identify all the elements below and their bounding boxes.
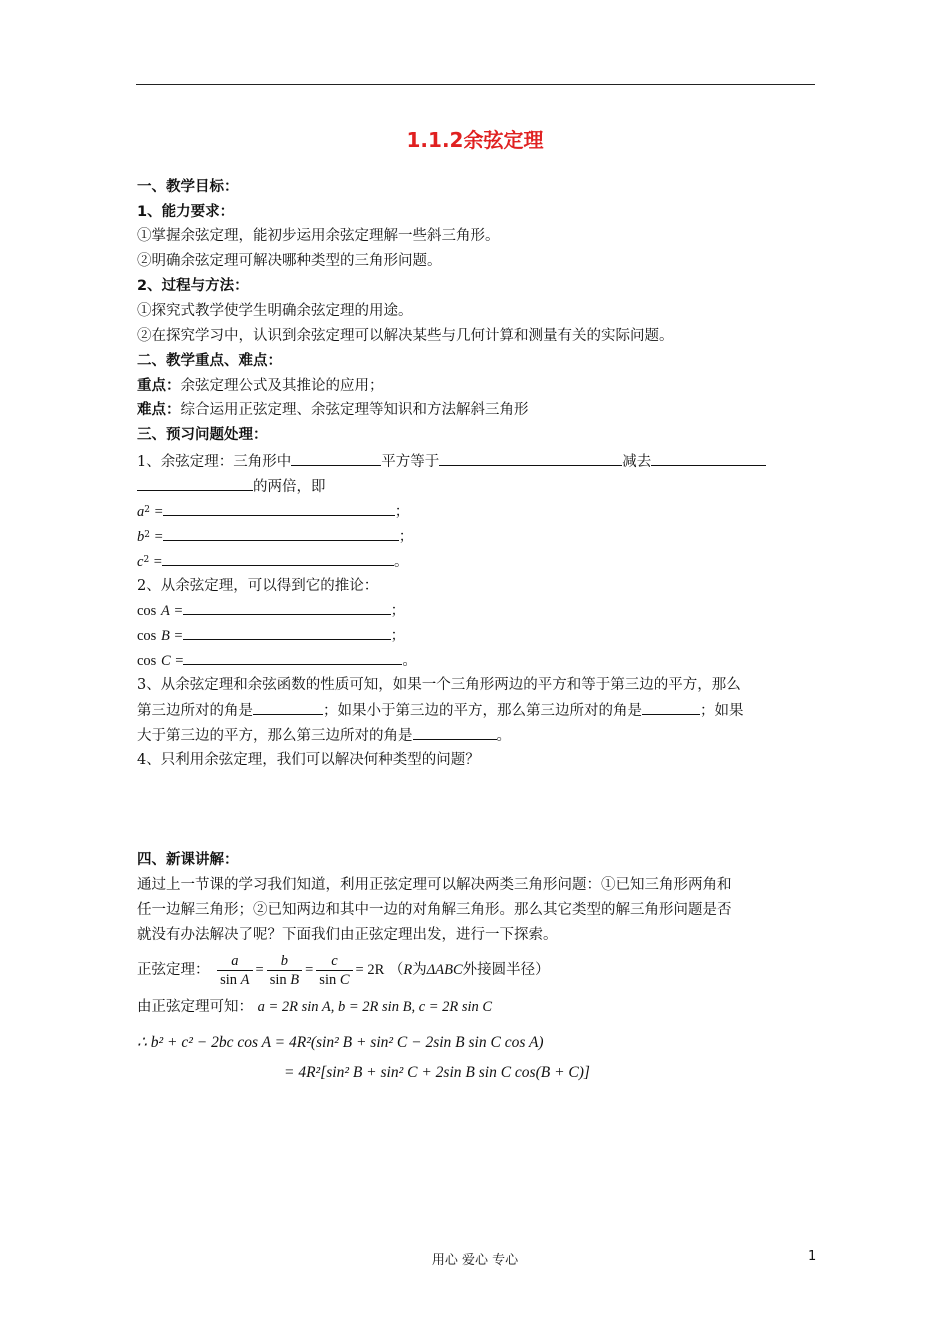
from-label: 由正弦定理可知： xyxy=(137,999,253,1015)
eq-c-sq xyxy=(137,551,408,574)
frac-c: $\frac{c}{\text{sin C}}$ xyxy=(316,952,352,989)
footer-text: 用心 爱心 专心 xyxy=(431,1253,519,1268)
frac-b: $\frac{b}{\text{sin B}}$ xyxy=(267,952,302,989)
eq-cos-c xyxy=(137,650,417,671)
question-2: 2、从余弦定理，可以得到它的推论： xyxy=(137,578,379,594)
key-label: 重点： xyxy=(137,378,181,394)
var-A: A xyxy=(160,603,170,619)
frac-a: $\frac{a}{\text{sin A}}$ xyxy=(217,952,252,989)
sup-2: 2 xyxy=(144,505,150,515)
q1-text-b: 平方等于 xyxy=(381,454,440,470)
goal-2: ②明确余弦定理可解决哪种类型的三角形问题。 xyxy=(137,253,442,269)
blank-3[interactable] xyxy=(651,451,766,466)
blank-angle-1[interactable] xyxy=(253,700,323,715)
blank-eq-c[interactable] xyxy=(162,551,394,566)
triangle-abc: ΔABC xyxy=(426,962,463,978)
note-end: 外接圆半径） xyxy=(462,962,550,978)
question-1-cont xyxy=(137,476,326,497)
var-B: B xyxy=(160,628,170,644)
eq-a-sq xyxy=(137,501,409,524)
intro-line3: 就没有办法解决了呢？下面我们由正弦定理出发，进行一下探索。 xyxy=(137,927,558,943)
difficult-point xyxy=(137,400,529,420)
key-text: 余弦定理公式及其推论的应用； xyxy=(180,378,384,394)
q3-text-b: ；如果小于第三边的平方，那么第三边所对的角是 xyxy=(323,703,642,719)
ability-heading: 1、能力要求： xyxy=(137,204,235,220)
question-4: 4、只利用余弦定理，我们可以解决何种类型的问题？ xyxy=(137,752,480,768)
process-2: ②在探究学习中，认识到余弦定理可以解决某些与几何计算和测量有关的实际问题。 xyxy=(137,328,674,344)
from-sine xyxy=(137,997,492,1017)
q1-text-a: 1、余弦定理：三角形中 xyxy=(137,454,292,470)
semicolon: ； xyxy=(394,504,410,520)
q3-text-a: 第三边所对的角是 xyxy=(137,703,253,719)
eq-cos-b xyxy=(137,625,405,646)
semicolon: ； xyxy=(398,529,414,545)
derivation-line1: ∴ b² + c² − 2bc cos A = 4R²(sin² B + sin² C − 2sin B sin C cos A) xyxy=(137,1034,544,1051)
header-rule xyxy=(136,84,815,85)
equals: = xyxy=(174,628,183,644)
difficult-text: 综合运用正弦定理、余弦定理等知识和方法解斜三角形 xyxy=(180,402,529,418)
page-title: 1.1.2余弦定理 xyxy=(406,128,544,152)
sine-rhs: = 2R xyxy=(355,962,385,978)
blank-cos-c[interactable] xyxy=(183,650,402,665)
section2-heading: 二、教学重点、难点： xyxy=(137,353,282,369)
blank-eq-b[interactable] xyxy=(163,526,399,541)
goal-1: ①掌握余弦定理，能初步运用余弦定理解一些斜三角形。 xyxy=(137,228,500,244)
blank-cos-a[interactable] xyxy=(183,600,391,615)
process-heading: 2、过程与方法： xyxy=(137,278,249,294)
var-C: C xyxy=(160,653,171,669)
question-3-line1: 3、从余弦定理和余弦函数的性质可知，如果一个三角形两边的平方和等于第三边的平方，那么 xyxy=(137,677,741,693)
q3-text-d: 大于第三边的平方，那么第三边所对的角是 xyxy=(137,728,413,744)
section3-heading: 三、预习问题处理： xyxy=(137,427,268,443)
blank-4[interactable] xyxy=(137,476,253,491)
equals: = xyxy=(154,529,163,545)
process-1: ①探究式教学使学生明确余弦定理的用途。 xyxy=(137,303,413,319)
from-eq: a = 2R sin A, b = 2R sin B, c = 2R sin C xyxy=(257,999,493,1015)
eq-b-sq xyxy=(137,526,413,549)
var-a: a xyxy=(137,504,145,520)
sine-label: 正弦定理： xyxy=(137,962,210,978)
q3-text-c: ；如果 xyxy=(700,703,744,719)
blank-angle-2[interactable] xyxy=(642,700,700,715)
period: 。 xyxy=(393,554,409,570)
blank-2[interactable] xyxy=(439,451,622,466)
blank-angle-3[interactable] xyxy=(413,725,497,740)
equals: = xyxy=(175,653,184,669)
var-b: b xyxy=(137,529,145,545)
section4-heading: 四、新课讲解： xyxy=(137,852,239,868)
blank-1[interactable] xyxy=(291,451,381,466)
semicolon: ； xyxy=(390,603,406,619)
intro-line1: 通过上一节课的学习我们知道，利用正弦定理可以解决两类三角形问题：①已知三角形两角和 xyxy=(137,877,732,893)
cos-fn: cos xyxy=(137,628,157,644)
semicolon: ； xyxy=(390,628,406,644)
sine-law: 正弦定理： $\frac{a}{\text{sin A}}$ = $\frac{b}{\text{sin B}}$ = $\frac{c}{\text{sin C}}$ = 2R （R为ΔABC外接圆半径） xyxy=(137,952,550,988)
period: 。 xyxy=(402,653,417,669)
cos-fn: cos xyxy=(137,603,157,619)
page-number: 1 xyxy=(808,1249,817,1264)
difficult-label: 难点： xyxy=(137,402,181,418)
question-1 xyxy=(137,451,766,472)
sup-2: 2 xyxy=(143,555,150,565)
key-point xyxy=(137,376,384,396)
question-3-line3 xyxy=(137,725,511,746)
blank-eq-a[interactable] xyxy=(163,501,395,516)
q1-text-d: 的两倍，即 xyxy=(253,479,326,495)
cos-fn: cos xyxy=(137,653,157,669)
derivation-line2: = 4R²[sin² B + sin² C + 2sin B sin C cos(B + C)] xyxy=(284,1064,590,1081)
blank-cos-b[interactable] xyxy=(183,625,391,640)
question-3-line2 xyxy=(137,700,744,721)
equals: = xyxy=(154,504,163,520)
eq-cos-a xyxy=(137,600,405,621)
section1-heading: 一、教学目标： xyxy=(137,179,239,195)
var-c: c xyxy=(137,554,144,570)
sup-2: 2 xyxy=(144,530,150,540)
q3-text-e: 。 xyxy=(496,728,511,744)
note-mid: 为 xyxy=(412,962,427,978)
equals: = xyxy=(174,603,183,619)
q1-text-c: 减去 xyxy=(622,454,652,470)
var-R: R xyxy=(403,962,413,978)
intro-line2: 任一边解三角形；②已知两边和其中一边的对角解三角形。那么其它类型的解三角形问题是否 xyxy=(137,902,732,918)
note-open: （ xyxy=(388,962,404,978)
equals: = xyxy=(153,554,162,570)
